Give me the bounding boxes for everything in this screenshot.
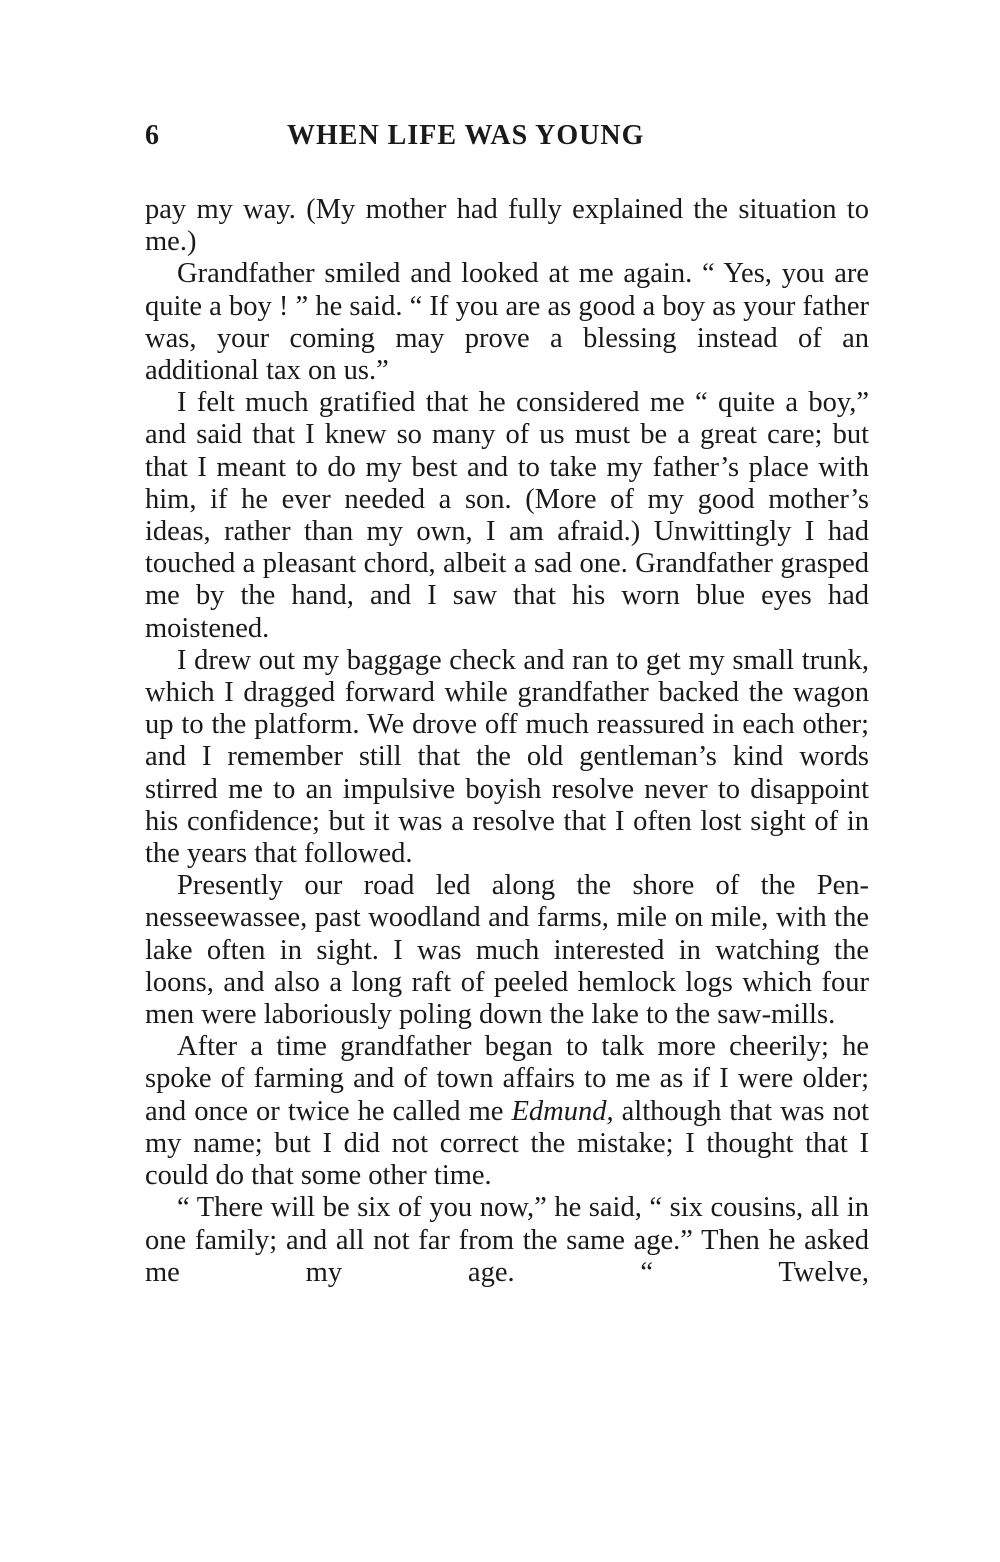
body-text — [145, 194, 869, 1289]
running-title: WHEN LIFE WAS YOUNG — [287, 120, 645, 151]
paragraph-felt-gratified: I felt much gratified that he considered me “ quite a boy,” and said that I knew so many of us must be a great care; but that I meant to do my best and to take my father’s place with him, if he ever needed a son. (More of my good mother’s ideas, rather than my own, I am afraid.) Unwittingly I had touched a pleasant chord, albeit a sad one. Grandfather grasped me by the hand, and I saw that his worn blue eyes had moistened. — [145, 387, 869, 644]
paragraph-six-cousins: “ There will be six of you now,” he said, “ six cousins, all in one family; and all not far from the same age.” Then he asked me my age. “ Twelve, — [145, 1192, 869, 1288]
paragraph-continuation: pay my way. (My mother had fully explained the situation to me.) — [145, 194, 869, 258]
paragraph-road-along-shore: Presently our road led along the shore of the Pennesseewassee, past woodland and farms, mile on mile, with the lake often in sight. I was much interested in watching the loons, and also a long raft of peeled hemlock logs which four men were laboriously poling down the lake to the saw-mills. — [145, 870, 869, 1031]
emphasized-name: Edmund, — [511, 1095, 614, 1127]
paragraph-text-after: although that was not my name; but I did not correct the mistake; I thought that I could do that some other time. — [145, 1095, 869, 1192]
page-header — [145, 120, 869, 160]
paragraph-baggage-check: I drew out my baggage check and ran to get my small trunk, which I dragged forward while grandfather backed the wagon up to the platform. We drove off much reassured in each other; and I remember still that the old gentleman’s kind words stirred me to an impulsive boyish resolve never to disappoint his confidence; but it was a resolve that I often lost sight of in the years that followed. — [145, 644, 869, 870]
paragraph-text-before: After a time grandfather began to talk more cheerily; he spoke of farming and of town affairs to me as if I were older; and once or twice he called me — [145, 1031, 869, 1127]
page-number: 6 — [145, 120, 160, 151]
paragraph-talk-more-cheerily — [145, 1031, 869, 1192]
paragraph-grandfather-smiled: Grandfather smiled and looked at me again. “ Yes, you are quite a boy ! ” he said. “ If you are as good a boy as your father was, your coming may prove a blessing instead of an additional tax on us.” — [145, 258, 869, 387]
